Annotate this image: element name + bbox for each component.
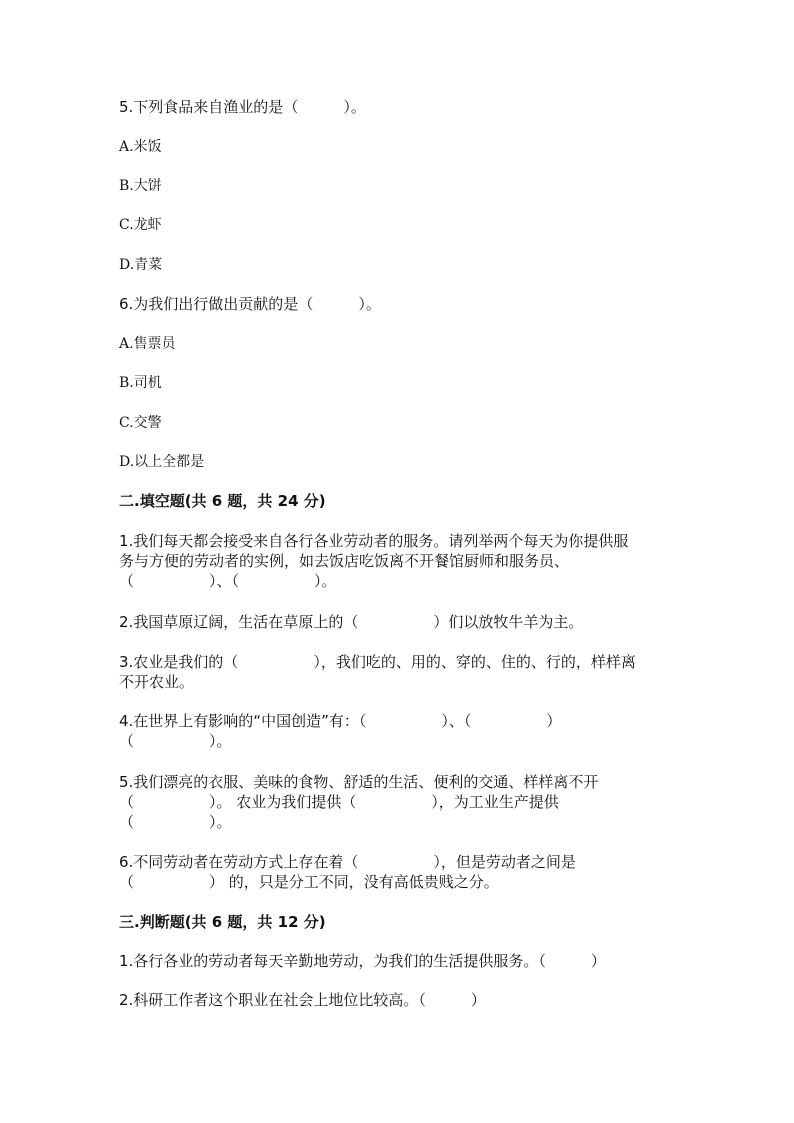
fill-item-3-line-1: 3.农业是我们的（ ），我们吃的、用的、穿的、住的、行的，样样离 [119,653,636,671]
question-6-option-c: C.交警 [119,415,162,431]
fill-item-1-line-2: 务与方便的劳动者的实例，如去饭店吃饭离不开餐馆厨师和服务员、 [119,552,570,570]
fill-item-6-line-1: 6.不同劳动者在劳动方式上存在着（ ），但是劳动者之间是 [119,853,576,871]
question-6-option-a: A.售票员 [119,336,176,352]
judge-item-1: 1.各行各业的劳动者每天辛勤地劳动，为我们的生活提供服务。（ ） [119,952,606,970]
fill-item-5-line-3: （ ）。 [119,813,232,831]
section-heading-judgement: 三.判断题(共 6 题，共 12 分) [119,913,326,931]
fill-item-5-line-1: 5.我们漂亮的衣服、美味的食物、舒适的生活、便利的交通、样样离不开 [119,773,599,791]
question-5-option-b: B.大饼 [119,178,162,194]
question-5-stem: 5.下列食品来自渔业的是（ ）。 [119,98,366,116]
question-5-option-c: C.龙虾 [119,217,162,233]
fill-item-4-line-1: 4.在世界上有影响的“中国创造”有：（ ）、（ ） [119,712,562,730]
question-6-stem: 6.为我们出行做出贡献的是（ ）。 [119,295,381,313]
question-6-option-d: D.以上全都是 [119,454,205,470]
fill-item-1-line-3: （ ）、（ ）。 [119,572,337,590]
question-5-option-d: D.青菜 [119,257,163,273]
fill-item-1-line-1: 1.我们每天都会接受来自各行各业劳动者的服务。请列举两个每天为你提供服 [119,532,629,550]
section-heading-fill-blank: 二.填空题(共 6 题，共 24 分) [119,492,326,510]
fill-item-4-line-2: （ ）。 [119,732,232,750]
judge-item-2: 2.科研工作者这个职业在社会上地位比较高。（ ） [119,991,486,1009]
question-5-option-a: A.米饭 [119,139,162,155]
question-6-option-b: B.司机 [119,375,162,391]
fill-item-3-line-2: 不开农业。 [119,673,195,691]
fill-item-6-line-2: （ ） 的，只是分工不同，没有高低贵贱之分。 [119,873,499,891]
fill-item-5-line-2: （ ）。 农业为我们提供（ ），为工业生产提供 [119,793,559,811]
fill-item-2-line-1: 2.我国草原辽阔，生活在草原上的（ ）们以放牧牛羊为主。 [119,613,584,631]
